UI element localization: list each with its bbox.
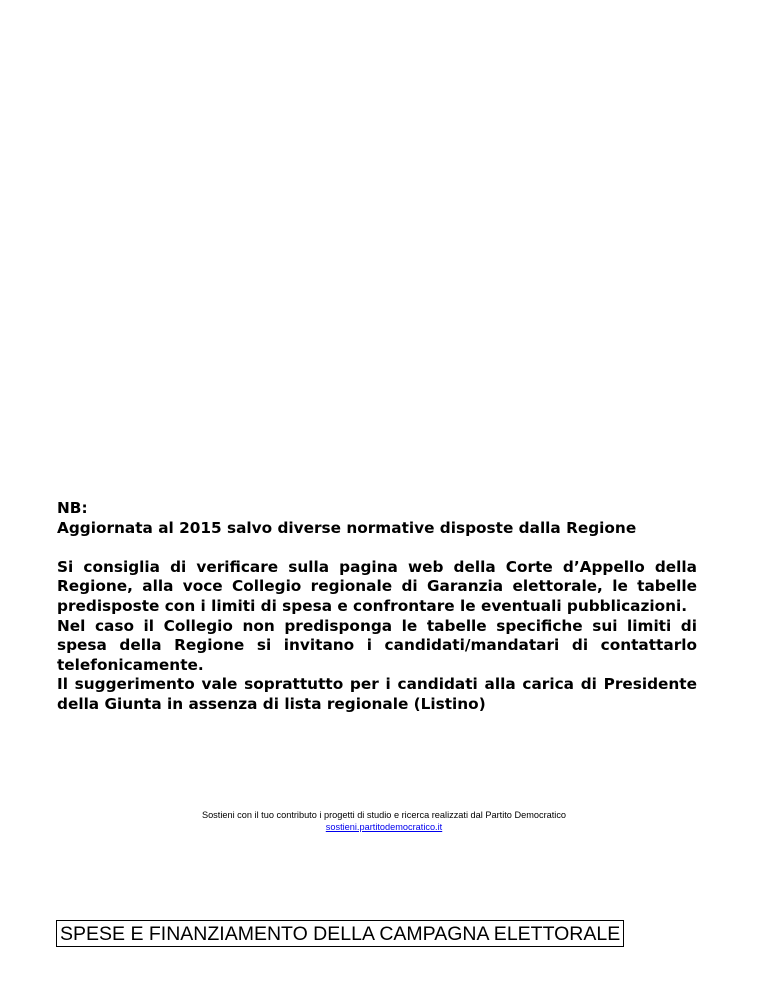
note-updated-line: Aggiornata al 2015 salvo diverse normative disposte dalla Regione	[57, 518, 637, 537]
note-section	[57, 499, 697, 715]
support-text: Sostieni con il tuo contributo i progetti di studio e ricerca realizzati dal Partito Democratico	[201, 810, 567, 820]
note-paragraph-verify: Si consiglia di verificare sulla pagina web della Corte d’Appello della Regione, alla voce Collegio regionale di Garanzia elettorale, le tabelle predisposte con i limiti di spesa e confrontare le eventuali pubblicazioni.	[57, 557, 697, 615]
paragraph-spacer	[57, 538, 697, 558]
note-paragraph-suggestion: Il suggerimento vale soprattutto per i candidati alla carica di Presidente della Giunta in assenza di lista regionale (Listino)	[57, 675, 697, 713]
note-label: NB:	[57, 499, 88, 517]
document-title: SPESE E FINANZIAMENTO DELLA CAMPAGNA ELETTORALE	[56, 920, 624, 947]
support-link[interactable]: sostieni.partitodemocratico.it	[325, 822, 443, 832]
note-paragraph-contact: Nel caso il Collegio non predisponga le tabelle specifiche sui limiti di spesa della Regione si invitano i candidati/mandatari di contattarlo telefonicamente.	[57, 616, 697, 674]
support-footer	[0, 809, 768, 833]
